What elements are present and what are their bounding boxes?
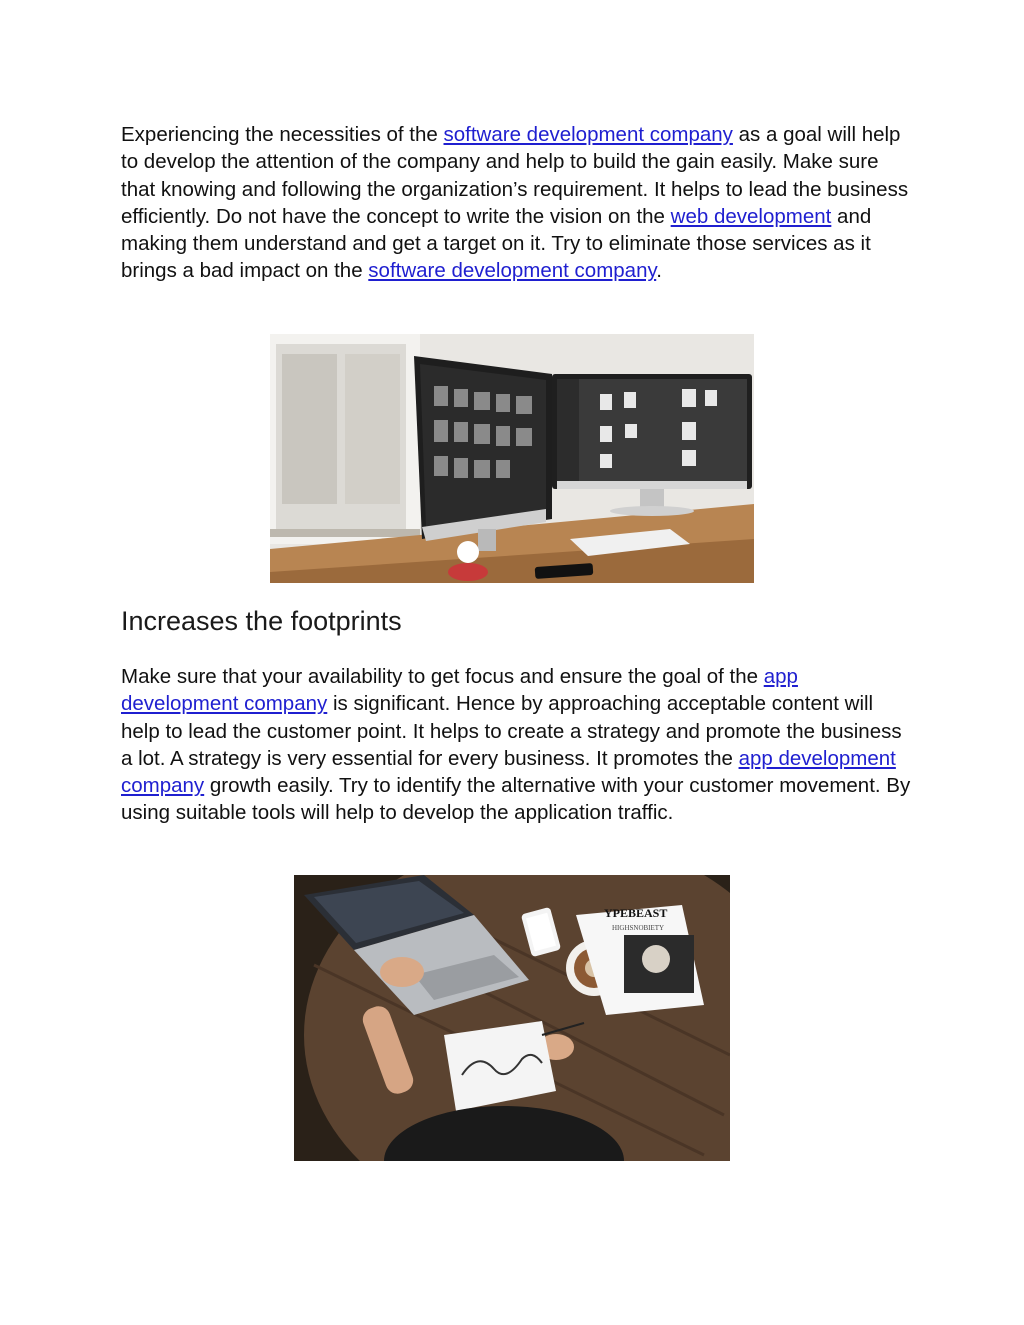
paragraph-text: Make sure that your availability to get focus and ensure the goal of the (121, 665, 764, 688)
software-development-company-link[interactable]: software development company (443, 123, 733, 146)
footprints-paragraph (121, 663, 911, 827)
paragraph-text: and making them understand and get a target on it. Try to eliminate those services as it brings a bad impact on the (121, 204, 872, 283)
software-development-company-link[interactable]: software development company (368, 259, 657, 283)
section-heading: Increases the footprints (121, 606, 402, 636)
paragraph-text: growth easily. Try to identify the alternative with your customer movement. By using suitable tools will help to develop the application traffic. (121, 774, 911, 825)
paragraph-text: is significant. Hence by approaching acceptable content will help to lead the customer point. It helps to create a strategy and promote the business a lot. A strategy is very essential for every business. It promotes the (121, 692, 902, 770)
paragraph-text: Experiencing the necessities of the (121, 123, 444, 146)
magazine-title: YPEBEAST (604, 906, 668, 920)
magazine-subtitle: HIGHSNOBIETY (612, 924, 665, 932)
app-development-company-link[interactable]: app development company (121, 746, 896, 798)
paragraph-text: . (656, 259, 662, 283)
paragraph-text: as a goal will help to develop the attention of the company and help to build the gain easily. Make sure that knowing and following the organization’s requirement. It helps to lead the business efficiently. Do not have the concept to write the vision on the (121, 123, 909, 228)
dual-monitor-desk-photo (270, 334, 754, 583)
intro-paragraph (121, 121, 911, 285)
app-development-company-link[interactable]: app development company (121, 665, 798, 716)
web-development-link[interactable]: web development (670, 204, 832, 228)
laptop-coffee-table-photo (294, 875, 730, 1161)
